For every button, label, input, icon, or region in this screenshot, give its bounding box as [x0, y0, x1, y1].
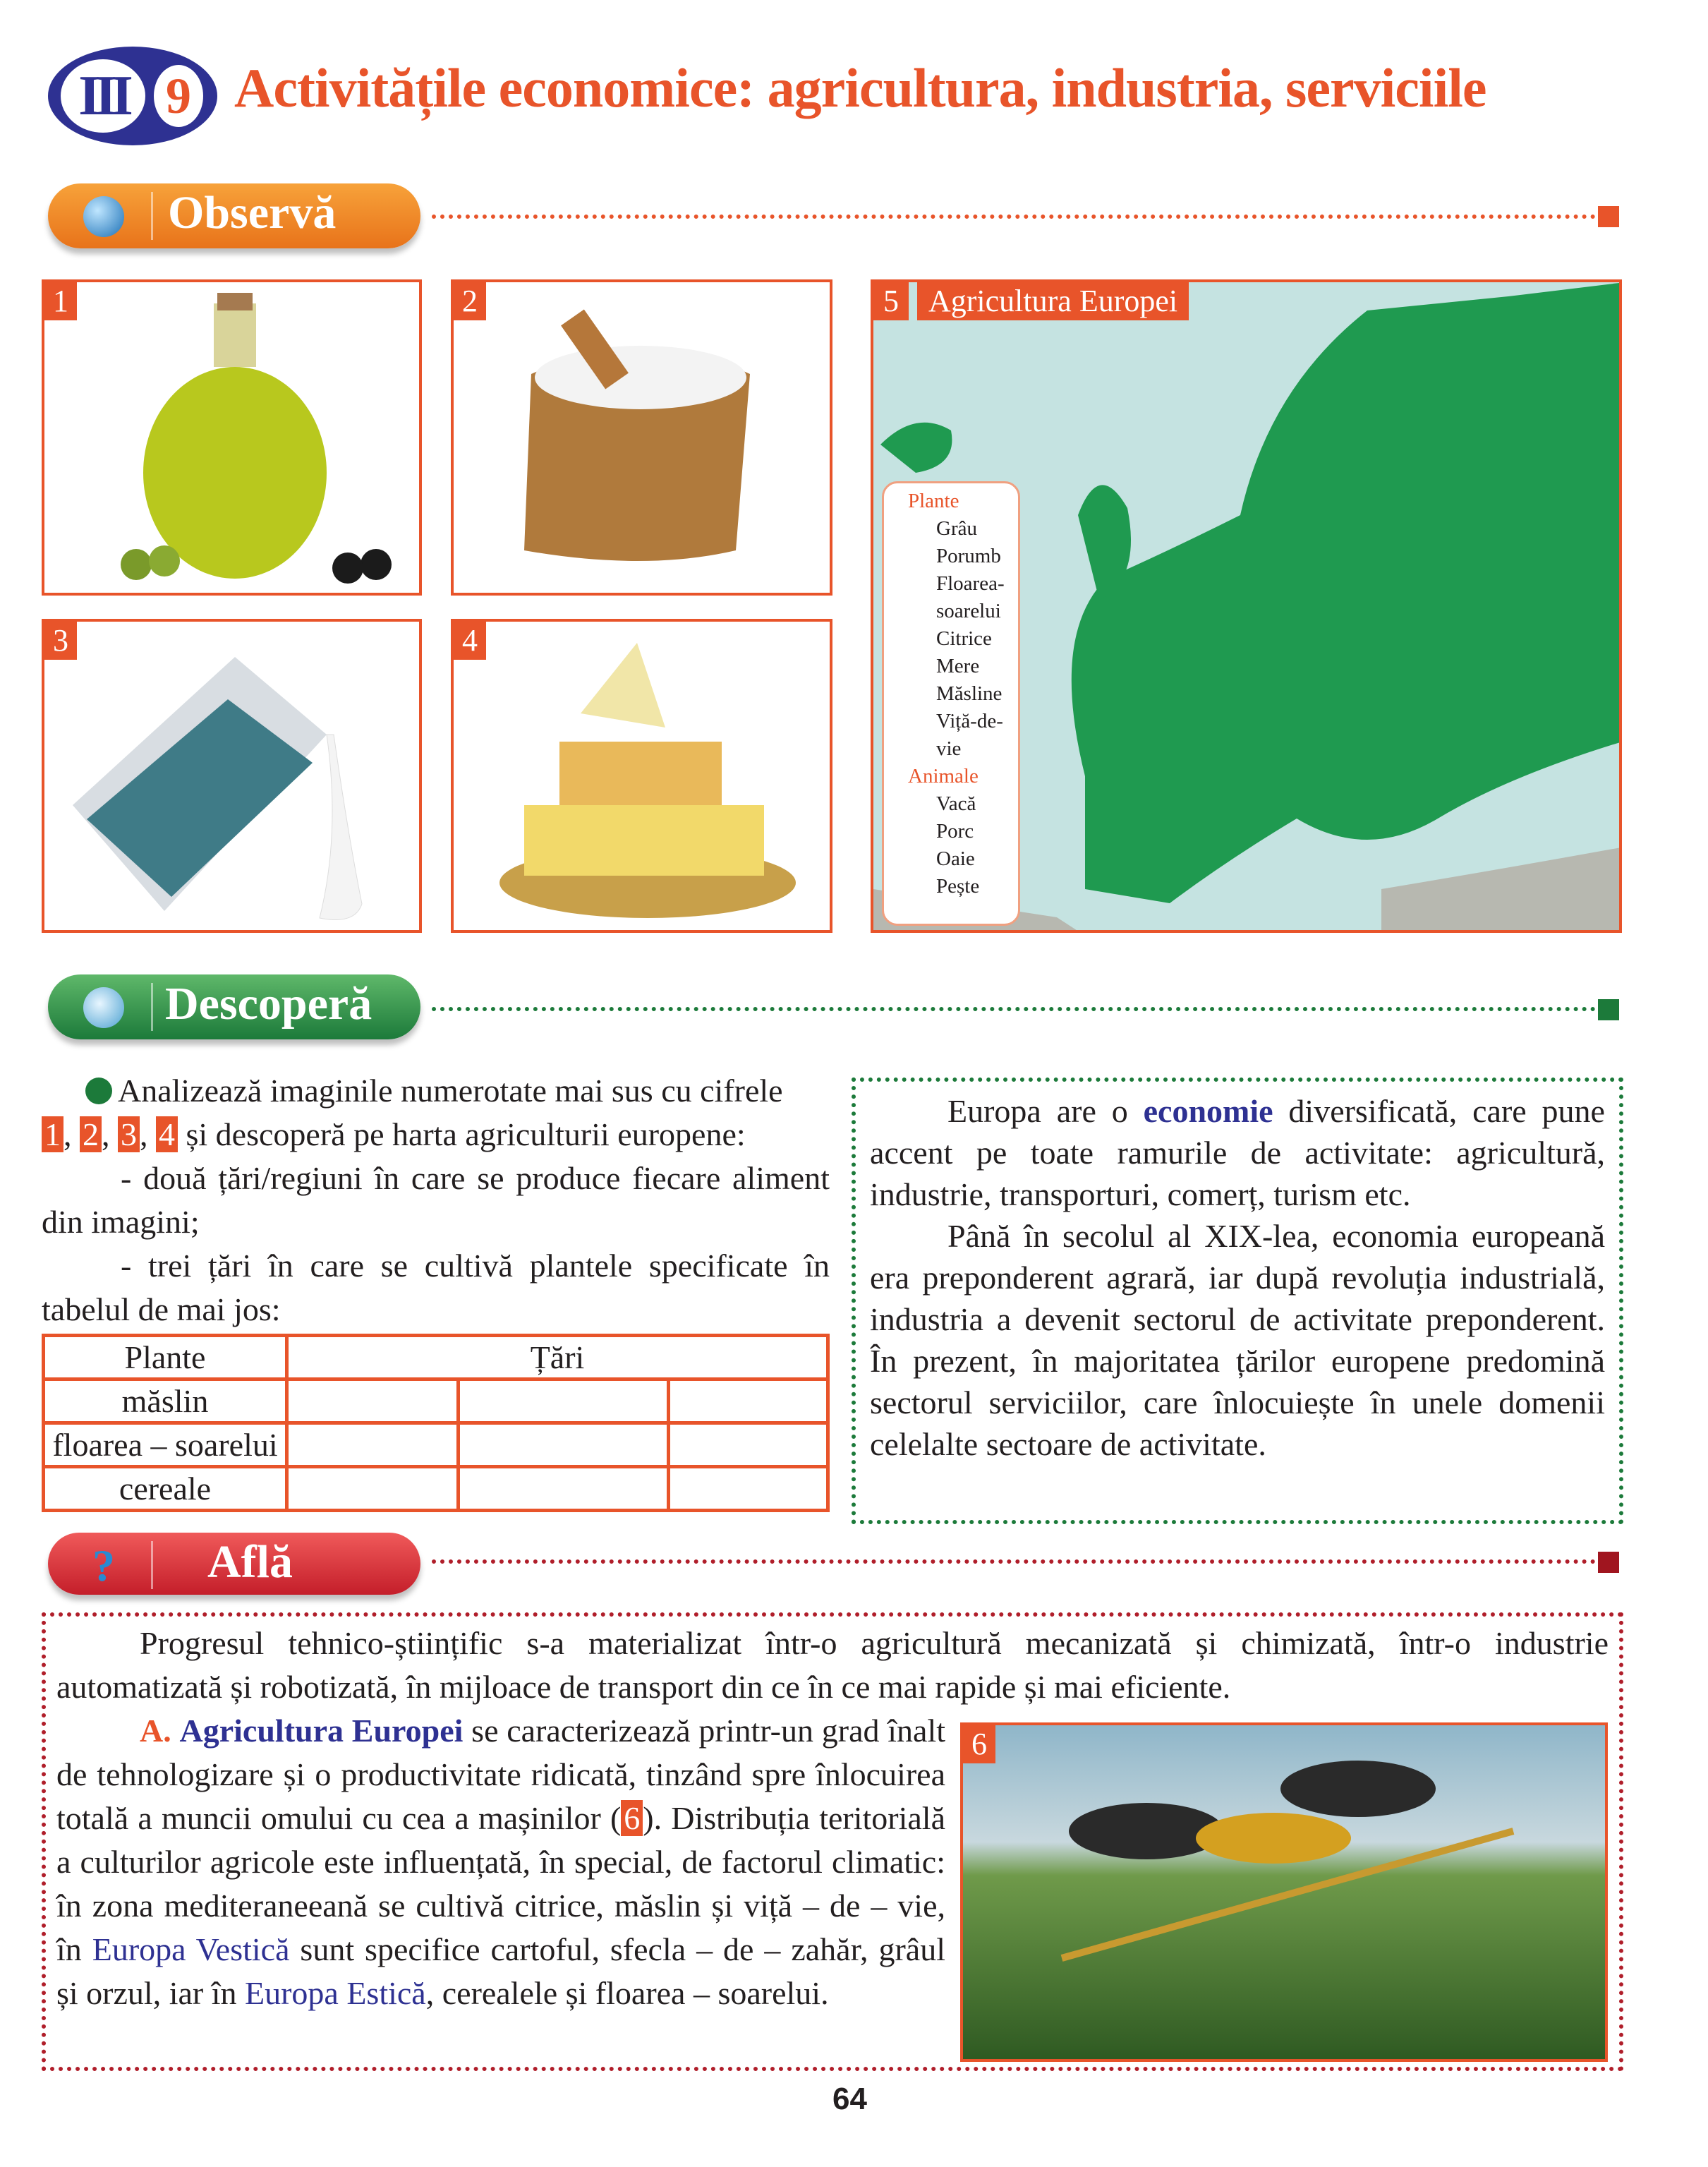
- divider-end: [1598, 999, 1619, 1020]
- text: ). Distribuția teritorială a culturilor agricole este influențată, în special, de factorul climatic: în zona mediteraneeană se cultivă citrice, măslin și viță – de – vie, în: [56, 1800, 945, 1967]
- unit-number: III: [61, 59, 145, 133]
- section-discover: [48, 974, 420, 1039]
- legend-item: Mere: [936, 655, 980, 677]
- text: se caracterizează printr-un grad înalt de tehnologizare și o productivitate ridicată, tinzând spre înlocuirea totală a muncii omului cu cea a mașinilor (: [56, 1713, 946, 1836]
- legend-heading: Animale: [908, 765, 979, 787]
- info-box-economy: [852, 1078, 1623, 1524]
- image-number: 3: [44, 622, 77, 660]
- task-bullet: - trei țări în care se cultivă plantele specificate în tabelul de mai jos:: [42, 1248, 830, 1327]
- answer-cell[interactable]: [459, 1467, 669, 1511]
- image-flour-sack: [451, 279, 832, 596]
- unit-badge: [48, 47, 217, 145]
- section-label: Află: [207, 1536, 293, 1588]
- table-cell: măslin: [44, 1380, 287, 1423]
- image-number: 1: [44, 282, 77, 320]
- learn-intro: [56, 1622, 1609, 1709]
- countries-table: [42, 1334, 830, 1512]
- keyword: economie: [1143, 1093, 1273, 1129]
- section-observe: [48, 183, 420, 248]
- legend-item: soarelui: [936, 600, 1001, 622]
- image-drone-spraying: [960, 1722, 1608, 2062]
- divider: [432, 1007, 1596, 1011]
- answer-cell[interactable]: [669, 1423, 828, 1467]
- legend-item: Citrice: [936, 627, 992, 650]
- answer-cell[interactable]: [459, 1423, 669, 1467]
- text: Până în secolul al XIX-lea, economia europeană era preponderent agrară, iar după revoluția industrială, industria a devenit sectorul de activitate preponderent. În prezent, în majoritatea țărilor europene predomină sectorul serviciilor, care înlocuiește în unele domenii celelalte sectoare de activitate.: [870, 1218, 1605, 1462]
- section-learn: [48, 1533, 420, 1595]
- page-title: Activitățile economice: agricultura, industria, serviciile: [234, 57, 1486, 119]
- text: , cerealele și floarea – soarelui.: [425, 1975, 829, 2011]
- keyword: Europa Estică: [245, 1975, 426, 2011]
- answer-cell[interactable]: [287, 1467, 459, 1511]
- ref-number: 4: [156, 1116, 178, 1152]
- table-row: [44, 1380, 828, 1423]
- task-text: și descoperă pe harta agriculturii europene:: [186, 1116, 746, 1152]
- divider: [432, 1559, 1596, 1564]
- image-number: 2: [454, 282, 486, 320]
- ref-number: 6: [621, 1800, 643, 1836]
- text: sunt specifice cartoful, sfecla – de – zahăr, grâul și orzul, iar în: [56, 1931, 945, 2011]
- lightbulb-icon: [83, 987, 124, 1028]
- image-number: 4: [454, 622, 486, 660]
- image-olive-oil: [42, 279, 422, 596]
- table-cell: cereale: [44, 1467, 287, 1511]
- legend-item: Oaie: [936, 847, 975, 870]
- section-label: Observă: [168, 187, 337, 239]
- answer-cell[interactable]: [287, 1423, 459, 1467]
- image-cheese: [451, 619, 832, 933]
- map-legend: [882, 481, 1020, 926]
- answer-cell[interactable]: [287, 1380, 459, 1423]
- legend-item: Porumb: [936, 545, 1001, 567]
- question-mark-icon: ?: [92, 1540, 115, 1590]
- label: A.: [140, 1713, 171, 1749]
- ref-number: 2: [80, 1116, 102, 1152]
- keyword: Agricultura Europei: [179, 1713, 464, 1749]
- table-cell: floarea – soarelui: [44, 1423, 287, 1467]
- legend-item: Vacă: [936, 792, 976, 815]
- text: diversificată, care pune accent pe toate ramurile de activitate: agricultură, industrie, transporturi, comerț, turism etc.: [870, 1093, 1605, 1212]
- map-title: Agricultura Europei: [917, 282, 1189, 320]
- image-number: 6: [963, 1725, 995, 1763]
- task-text: Analizează imaginile numerotate mai sus cu cifrele: [118, 1073, 783, 1109]
- section-label: Descoperă: [165, 978, 373, 1030]
- lesson-number: 9: [154, 65, 203, 127]
- ref-number: 1: [42, 1116, 63, 1152]
- table-row: [44, 1423, 828, 1467]
- divider: [432, 215, 1596, 219]
- globe-icon: [83, 196, 124, 237]
- divider-end: [1598, 206, 1619, 227]
- ref-number: 3: [118, 1116, 140, 1152]
- divider-end: [1598, 1552, 1619, 1573]
- bullet-icon: [85, 1078, 112, 1104]
- legend-item: Porc: [936, 820, 974, 843]
- table-header: Țări: [287, 1336, 828, 1380]
- map-europe-agriculture: [871, 279, 1622, 933]
- legend-item: Măsline: [936, 682, 1003, 705]
- legend-heading: Plante: [908, 490, 959, 512]
- image-number: 5: [873, 282, 909, 320]
- answer-cell[interactable]: [669, 1467, 828, 1511]
- learn-agriculture: [56, 1709, 945, 2015]
- legend-item: Floarea-: [936, 572, 1005, 595]
- answer-cell[interactable]: [669, 1380, 828, 1423]
- legend-item: vie: [936, 737, 962, 760]
- table-row: [44, 1467, 828, 1511]
- legend-item: Pește: [936, 875, 980, 898]
- text: Europa are o: [947, 1093, 1144, 1129]
- legend-item: Grâu: [936, 517, 977, 540]
- text: Progresul tehnico-științific s-a materializat într-o agricultură mecanizată și chimizată, într-o industrie automatizată și robotizată, în mijloace de transport din ce în ce mai rapide și mai eficiente.: [56, 1625, 1609, 1705]
- keyword: Europa Vestică: [92, 1931, 290, 1967]
- task-bullet: - două țări/regiuni în care se produce fiecare aliment din imagini;: [42, 1160, 830, 1240]
- discover-task: Analizează imaginile numerotate mai sus cu cifrele 1, 2, 3, 4 și descoperă pe harta agriculturii europene: - două țări/regiuni în care se produce fiecare aliment din imagini; - trei țări în care se cultivă plantele specificate în tabelul de mai jos:: [42, 1069, 830, 1332]
- image-milk-carton: [42, 619, 422, 933]
- table-header: Plante: [44, 1336, 287, 1380]
- answer-cell[interactable]: [459, 1380, 669, 1423]
- legend-item: Viță-de-: [936, 710, 1003, 732]
- page-number: 64: [832, 2082, 867, 2116]
